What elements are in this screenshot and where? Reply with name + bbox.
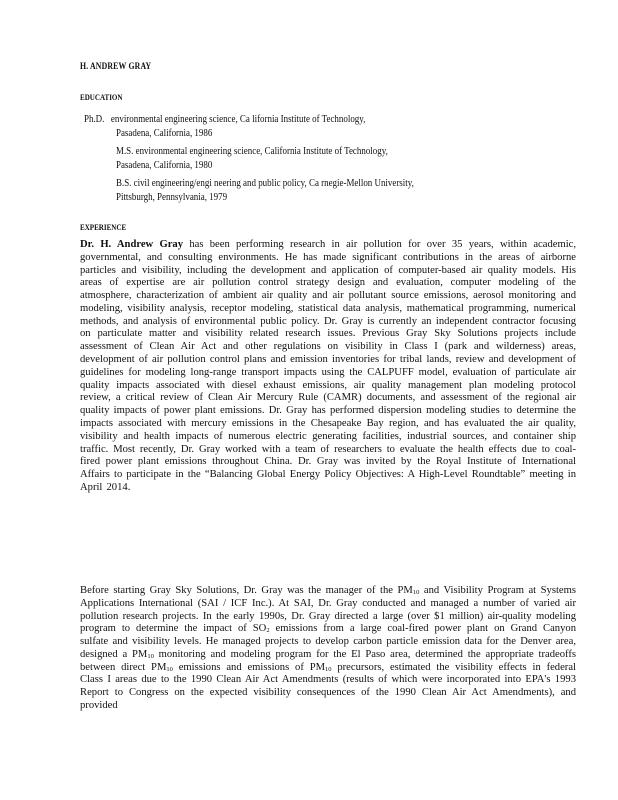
paragraph-text: emissions from a large coal-fired power plant on Grand Canyon sulfate and visibility levels. He managed projects to develop carbon particle emission data for the Denver area, designed a PM — [80, 623, 576, 660]
bold-name: Dr. H. Andrew Gray — [80, 239, 184, 250]
paragraph-text: precursors, estimated the visibility effects in federal Class I areas due to the 1990 Clean Air Act Amendments (results of which were incorporated into EPA's 1993 Report to Congress on the expected visibility consequences of the 1990 Clean Air Act Amendments), and provided — [80, 661, 576, 712]
education-detail-line2: Pittsburgh, Pennsylvania, 1979 — [116, 192, 228, 203]
author-name: H. ANDREW GRAY — [80, 62, 152, 72]
paragraph-text: monitoring and modeling program for the El Paso area, determined the appropriate tradeoffs between direct PM — [80, 648, 577, 673]
experience-paragraph-1 — [80, 239, 576, 495]
education-detail: environmental engineering science, Ca lifornia Institute of Technology, — [110, 114, 366, 125]
subscript: 2 — [266, 627, 270, 635]
paragraph-text: emissions and emissions of PM — [178, 661, 326, 673]
paragraph-text: Before starting Gray Sky Solutions, Dr. Gray was the manager of the PM — [80, 585, 413, 596]
subscript: 10 — [325, 665, 332, 673]
degree-label: Ph.D. — [84, 114, 105, 125]
experience-heading: EXPERIENCE — [80, 222, 127, 232]
education-entry-ms: M.S. environmental engineering science, California Institute of Technology, — [116, 146, 388, 157]
paragraph-text: has been performing research in air pollution for over 35 years, within academic, governmental, and consulting environments. He has made significant contributions in the areas of airborne particles and visibility, including the development and application of computer-based air quality models. His areas of expertise are air pollution control strategy design and evaluation, computer modeling of the atmosphere, characterization of ambient air quality and air pollutant source emissions, aerosol monitoring and modeling, visibility analysis, receptor modeling, statistical data analysis, mathematical programming, numerical methods, and analysis of environmental public policy. Dr. Gray is currently an independent contractor focusing on particulate matter and visibility related research issues. Previous Gray Sky Solutions projects include assessment of Clean Air Act and other regulations on visibility in Class I (park and wilderness) areas, development of air pollution control plans and emission inventories for tribal lands, review and development of guidelines for modeling long-range transport impacts using the CALPUFF model, evaluation of particulate air quality impacts associated with diesel exhaust emissions, air quality management plan modeling protocol review, a critical review of Clean Air Mercury Rule (CAMR) documents, and assessment of the regional air quality impacts of power plant emissions. Dr. Gray has performed dispersion modeling studies to determine the impacts associated with mercury emissions in the Chesapeake Bay region, and has evaluated the air quality, visibility and health impacts of numerous electric generating facilities, industrial sources, and container ship traffic. Most recently, Dr. Gray worked with a team of researchers to evaluate the health effects due to coal-fired power plant emissions throughout China. Dr. Gray was invited by the Royal Institute of International Affairs to participate in the “Balancing Global Energy Policy Objectives: A High-Level Roundtable” meeting in April 2014. — [80, 239, 576, 493]
education-heading: EDUCATION — [80, 92, 123, 102]
education-detail-line2: Pasadena, California, 1986 — [116, 128, 213, 139]
subscript: 10 — [147, 652, 154, 660]
education-entry-bs: B.S. civil engineering/engi neering and public policy, Ca rnegie-Mellon University, — [116, 178, 414, 189]
experience-paragraph-2 — [80, 585, 576, 713]
education-entry-phd — [84, 113, 365, 127]
paragraph-text: and Visibility Program at Systems Applications International (SAI / ICF Inc.). At SAI, Dr. Gray conducted and managed a number of varied air pollution research projects. In the early 1990s, Dr. Gray directed a large (over $1 million) air-quality modeling program to determine the impact of SO — [80, 585, 576, 635]
subscript: 10 — [166, 665, 173, 673]
education-detail-line2: Pasadena, California, 1980 — [116, 160, 213, 171]
subscript: 10 — [412, 589, 420, 596]
